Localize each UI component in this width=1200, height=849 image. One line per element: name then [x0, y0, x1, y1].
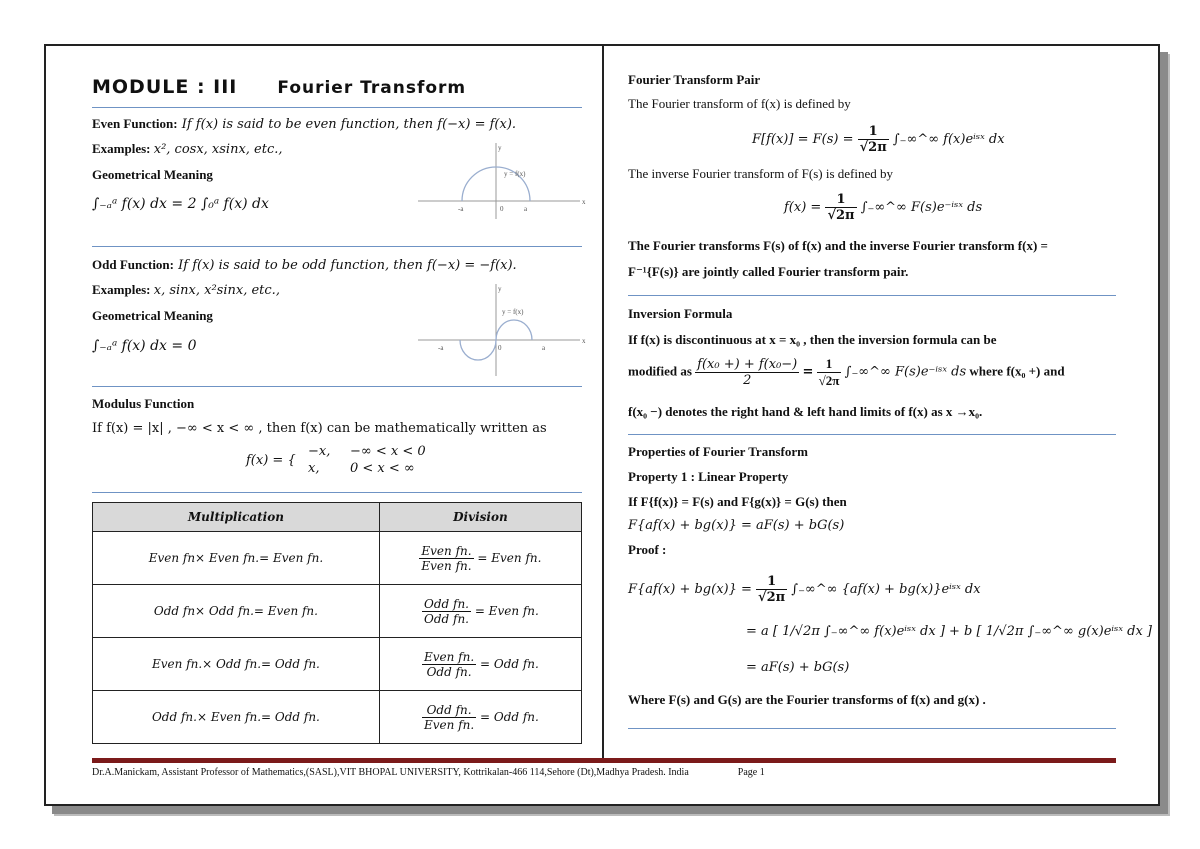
division-cell: $\frac{\text{Even fn.}}{\text{Odd fn.}}$ = Odd fn.	[379, 638, 581, 691]
proof-step-3: = aF(s) + bG(s)	[746, 660, 850, 675]
footer	[92, 767, 765, 778]
odd-integral: ∫₋ₐᵃ f(x) dx = 0	[92, 338, 197, 354]
rule-properties	[628, 728, 1116, 729]
footer-bar	[92, 758, 1116, 763]
property-1-title: Property 1 : Linear Property	[628, 469, 789, 484]
rule-pair	[628, 295, 1116, 296]
even-axis-y-label: y	[498, 144, 502, 152]
property-1-result: F{af(x) + bg(x)} = aF(s) + bG(s)	[628, 518, 845, 533]
table-row	[93, 638, 582, 691]
even-axis-x-label: x	[582, 198, 586, 206]
table-row	[93, 532, 582, 585]
odd-tick-neg-a: -a	[438, 344, 444, 352]
proof-label: Proof :	[628, 542, 667, 557]
document-page	[44, 44, 1160, 806]
multiplication-cell: Odd fn.× Even fn.= Odd fn.	[93, 691, 380, 744]
proof-step-1: F{af(x) + bg(x)} = $\frac{1}{√2\pi}$ ∫₋∞^∞ {af(x) + bg(x)}eⁱˢˣ dx	[628, 574, 981, 605]
table-header-multiplication: Multiplication	[93, 503, 380, 532]
pair-definition-1: The Fourier transform of f(x) is defined by	[628, 96, 851, 111]
table-row	[93, 585, 582, 638]
inversion-line-3: f(x₀ −) denotes the right hand & left hand limits of f(x) as x →x₀.	[628, 404, 983, 419]
fourier-transform-equation: F[f(x)] = F(s) = $\frac{1}{√2\pi}$ ∫₋∞^∞ f(x)eⁱˢˣ dx	[752, 124, 1005, 155]
property-1-statement: If F{f(x)} = F(s) and F{g(x)} = G(s) then	[628, 494, 847, 509]
rule-even	[92, 246, 582, 247]
modulus-case2-value: x,	[308, 461, 320, 476]
even-integral: ∫₋ₐᵃ f(x) dx = 2 ∫₀ᵃ f(x) dx	[92, 196, 269, 212]
pair-definition-2: The inverse Fourier transform of F(s) is defined by	[628, 166, 893, 181]
odd-examples: Examples: x, sinx, x²sinx, etc.,	[92, 282, 280, 298]
table-header-division: Division	[379, 503, 581, 532]
rule-modulus	[92, 492, 582, 493]
odd-function-graph	[418, 282, 588, 378]
odd-axis-y-label: y	[498, 285, 502, 293]
rule-title	[92, 107, 582, 108]
inversion-line-1: If f(x) is discontinuous at x = x₀ , then the inversion formula can be	[628, 332, 997, 347]
modulus-case1-condition: −∞ < x < 0	[350, 444, 426, 459]
footer-author: Dr.A.Manickam, Assistant Professor of Mathematics,(SASL),VIT BHOPAL UNIVERSITY, Kottrikalan-466 114,Sehore (Dt),Madhya Pradesh. India	[92, 767, 689, 778]
inversion-heading: Inversion Formula	[628, 306, 733, 321]
even-function-definition: Even Function: If f(x) is said to be even function, then f(−x) = f(x).	[92, 116, 517, 132]
even-tick-a: a	[524, 205, 528, 213]
even-function-graph	[418, 141, 588, 221]
multiplication-cell: Even fn× Even fn.= Even fn.	[93, 532, 380, 585]
multiplication-cell: Odd fn× Odd fn.= Even fn.	[93, 585, 380, 638]
odd-function-definition: Odd Function: If f(x) is said to be odd function, then f(−x) = −f(x).	[92, 257, 517, 273]
properties-heading: Properties of Fourier Transform	[628, 444, 808, 459]
module-title: MODULE : III Fourier Transform	[92, 76, 467, 98]
even-graph-label: y = f(x)	[504, 170, 526, 178]
odd-graph-label: y = f(x)	[502, 308, 524, 316]
modulus-definition: If f(x) = |x| , −∞ < x < ∞ , then f(x) can be mathematically written as	[92, 421, 547, 436]
modulus-lhs: f(x) = {	[246, 453, 296, 468]
modulus-case2-condition: 0 < x < ∞	[350, 461, 415, 476]
rule-odd	[92, 386, 582, 387]
even-tick-zero: 0	[500, 205, 504, 213]
division-cell: $\frac{\text{Odd fn.}}{\text{Even fn.}}$ = Odd fn.	[379, 691, 581, 744]
odd-axis-x-label: x	[582, 337, 586, 345]
even-examples: Examples: x², cosx, xsinx, etc.,	[92, 141, 283, 157]
odd-tick-zero: 0	[498, 344, 502, 352]
multiplication-cell: Even fn.× Odd fn.= Odd fn.	[93, 638, 380, 691]
table-row	[93, 691, 582, 744]
property-1-conclusion: Where F(s) and G(s) are the Fourier transforms of f(x) and g(x) .	[628, 692, 986, 707]
even-odd-operations-table	[92, 502, 582, 744]
proof-step-2: = a [ 1/√2π ∫₋∞^∞ f(x)eⁱˢˣ dx ] + b [ 1/√2π ∫₋∞^∞ g(x)eⁱˢˣ dx ]	[746, 624, 1152, 639]
division-cell: $\frac{\text{Even fn.}}{\text{Even fn.}}$ = Even fn.	[379, 532, 581, 585]
inversion-formula: modified as $\frac{\text{f(x₀ +) + f(x₀−)}}{2}$ = $\frac{1}{√2\pi}$ ∫₋∞^∞ F(s)e⁻ⁱˢˣ ds where f(x₀ +) and	[628, 356, 1065, 388]
pair-statement-line-2: F⁻¹{F(s)} are jointly called Fourier transform pair.	[628, 264, 909, 279]
rule-inversion	[628, 434, 1116, 435]
modulus-heading: Modulus Function	[92, 396, 195, 411]
column-divider	[602, 46, 604, 758]
odd-geometrical-meaning: Geometrical Meaning	[92, 308, 213, 323]
division-cell: $\frac{\text{Odd fn.}}{\text{Odd fn.}}$ = Even fn.	[379, 585, 581, 638]
pair-heading: Fourier Transform Pair	[628, 72, 761, 87]
even-geometrical-meaning: Geometrical Meaning	[92, 167, 213, 182]
even-tick-neg-a: -a	[458, 205, 464, 213]
pair-statement-line-1: The Fourier transforms F(s) of f(x) and the inverse Fourier transform f(x) =	[628, 238, 1048, 253]
table-header-row	[93, 503, 582, 532]
odd-tick-a: a	[542, 344, 546, 352]
page-number: Page 1	[737, 767, 765, 778]
modulus-case1-value: −x,	[308, 444, 331, 459]
inverse-fourier-transform-equation: f(x) = $\frac{1}{√2\pi}$ ∫₋∞^∞ F(s)e⁻ⁱˢˣ ds	[784, 192, 983, 223]
